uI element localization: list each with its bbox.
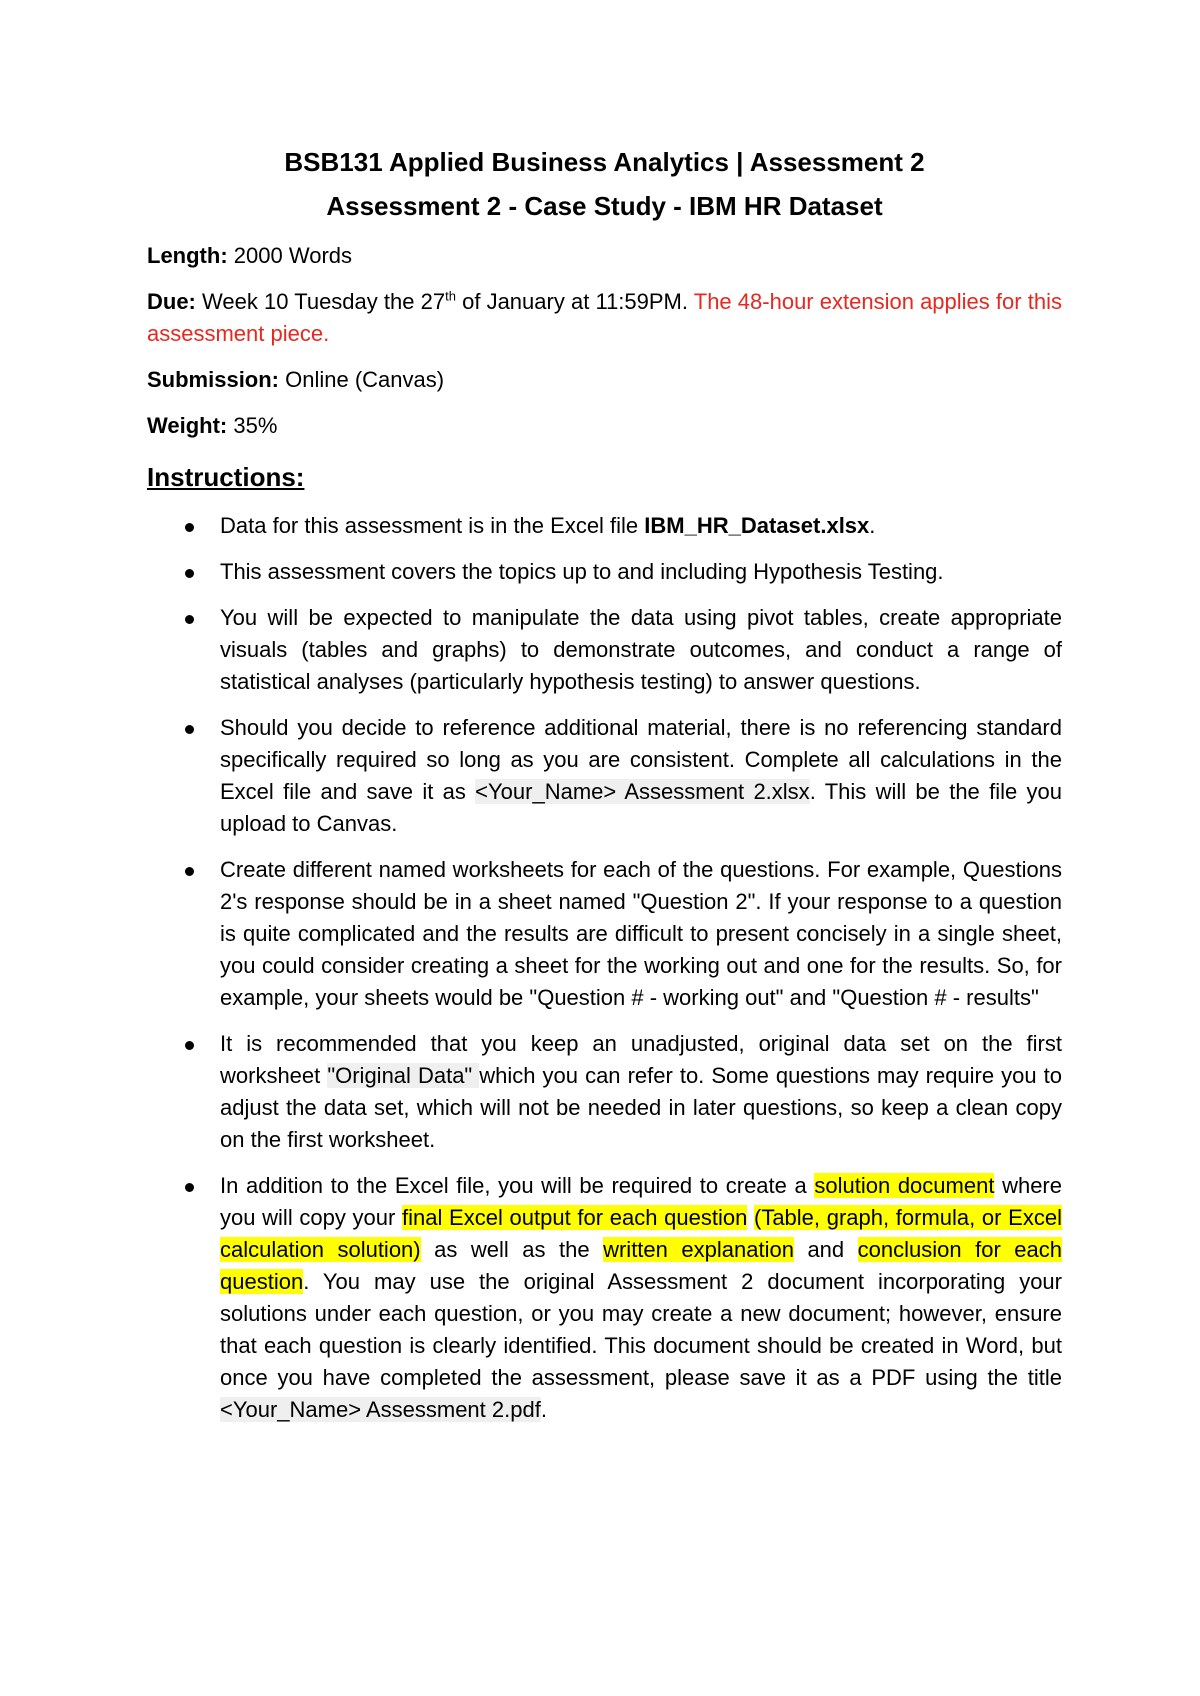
highlight-conclusion: conclusion for each question xyxy=(220,1237,1062,1294)
highlight-output-types: (Table, graph, formula, or Excel calculation solution) xyxy=(220,1205,1062,1262)
bullet-icon xyxy=(185,725,194,734)
document-subtitle: Assessment 2 - Case Study - IBM HR Dataset xyxy=(326,191,883,221)
list-item: Create different named worksheets for each of the questions. For example, Questions 2's response should be in a sheet named "Question 2". If your response to a question is quite complicated and the results are difficult to present concisely in a single sheet, you could consider creating a sheet for the working out and one for the results. So, for example, your sheets would be "Question # - working out" and "Question # - results" xyxy=(147,854,1062,1014)
highlight-written-explanation: written explanation xyxy=(603,1237,794,1262)
list-item: In addition to the Excel file, you will be required to create a solution document where you will copy your final Excel output for each question (Table, graph, formula, or Excel calculation solution) as well as the written explanation and conclusion for each question. You may use the original Assessment 2 document incorporating your solutions under each question, or you may create a new document; however, ensure that each question is clearly identified. This document should be created in Word, but once you have completed the assessment, please save it as a PDF using the title <Your_Name> Assessment 2.pdf. xyxy=(147,1170,1062,1426)
bullet-icon xyxy=(185,569,194,578)
bullet-icon xyxy=(185,523,194,532)
document-page xyxy=(147,140,1062,1440)
list-item: This assessment covers the topics up to and including Hypothesis Testing. xyxy=(147,556,1062,588)
instructions-list xyxy=(147,510,1062,1426)
bullet-icon xyxy=(185,867,194,876)
bullet-icon xyxy=(185,1183,194,1192)
dataset-filename: IBM_HR_Dataset.xlsx xyxy=(644,513,870,538)
document-title: BSB131 Applied Business Analytics | Assessment 2 xyxy=(284,147,925,177)
list-item: It is recommended that you keep an unadjusted, original data set on the first worksheet "Original Data" which you can refer to. Some questions may require you to adjust the data set, which will not be needed in later questions, so keep a clean copy on the first worksheet. xyxy=(147,1028,1062,1156)
length-line xyxy=(147,240,1062,272)
weight-line xyxy=(147,410,1062,442)
submission-value: Online (Canvas) xyxy=(285,367,445,392)
weight-value: 35% xyxy=(233,413,278,438)
excel-filename: <Your_Name> Assessment 2.xlsx xyxy=(475,779,810,804)
due-label: Due: xyxy=(147,289,196,314)
length-label: Length: xyxy=(147,243,228,268)
highlight-solution-document: solution document xyxy=(814,1173,995,1198)
bullet-icon xyxy=(185,1041,194,1050)
list-item: Data for this assessment is in the Excel file IBM_HR_Dataset.xlsx. xyxy=(147,510,1062,542)
due-value: Week 10 Tuesday the 27th of January at 11:59PM. xyxy=(202,288,688,314)
list-item: You will be expected to manipulate the data using pivot tables, create appropriate visuals (tables and graphs) to demonstrate outcomes, and conduct a range of statistical analyses (particularly hypothesis testing) to answer questions. xyxy=(147,602,1062,698)
list-item: Should you decide to reference additional material, there is no referencing standard specifically required so long as you are consistent. Complete all calculations in the Excel file and save it as <Your_Name> Assessment 2.xlsx. This will be the file you upload to Canvas. xyxy=(147,712,1062,840)
extension-note: The 48-hour extension applies for this assessment piece. xyxy=(147,289,1062,346)
due-ordinal: th xyxy=(445,288,456,304)
due-line xyxy=(147,286,1062,350)
original-data-sheet: "Original Data" xyxy=(327,1063,480,1088)
weight-label: Weight: xyxy=(147,413,228,438)
length-value: 2000 Words xyxy=(233,243,352,268)
pdf-filename: <Your_Name> Assessment 2.pdf xyxy=(220,1397,541,1422)
submission-label: Submission: xyxy=(147,367,280,392)
submission-line xyxy=(147,364,1062,396)
instructions-heading: Instructions: xyxy=(147,462,305,492)
bullet-icon xyxy=(185,615,194,624)
highlight-final-output: final Excel output for each question xyxy=(402,1205,748,1230)
